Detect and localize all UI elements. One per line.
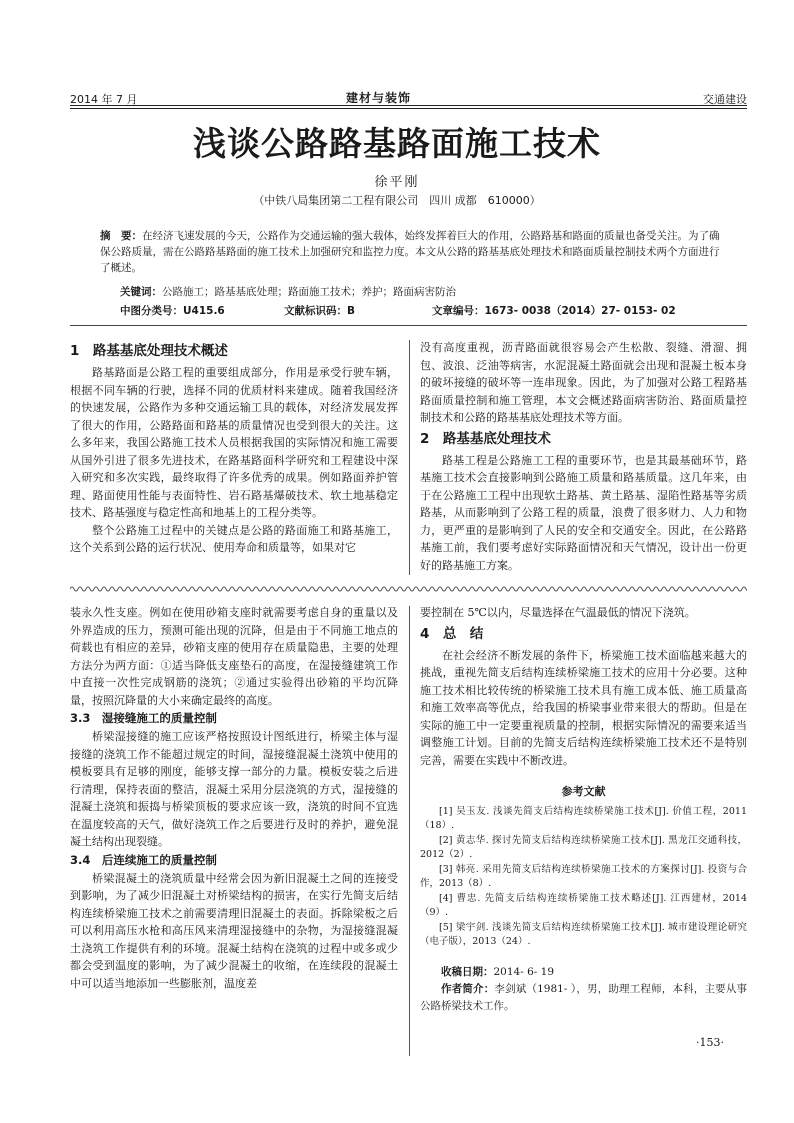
section-1-paragraph-2: 整个公路施工过程中的关键点是公路的路面施工和路基施工，这个关系到公路的运行状况、使用寿命和质量等，如果对它	[70, 523, 398, 554]
section-3-paragraph-0: 装永久性支座。例如在使用砂箱支座时就需要考虑自身的重量以及外界造成的压力，预测可能出现的沉降，但是由于不同施工地点的荷载也有相应的差异，砂箱支座的使用存在质量隐患，主要的处理方法分为两方面：①适当降低支座垫石的高度，在湿接缝建筑工作中直接一次性完成钢筋的浇筑；②通过实验得出砂箱的平均沉降量，按照沉降量的大小来确定最终的高度。	[70, 606, 398, 707]
bio-label: 作者简介：	[441, 982, 495, 995]
section-2-heading: 2 路基基底处理技术	[420, 430, 551, 447]
abstract	[100, 228, 720, 276]
page-number: ·153·	[696, 1036, 724, 1049]
upper-right-column	[420, 339, 747, 574]
lower-left-column	[70, 604, 398, 992]
abstract-label: 摘 要：	[100, 230, 142, 242]
keywords	[120, 284, 720, 300]
reference-item: [3] 韩亮. 采用先简支后结构连续桥梁施工技术的方案探讨[J]. 投资与合作，2013（8）.	[420, 863, 747, 889]
header-date: 2014 年 7 月	[70, 93, 138, 106]
journal-name: 建材与装饰	[346, 91, 412, 105]
article-number: 文章编号：1673- 0038（2014）27- 0153- 02	[432, 305, 676, 317]
author-affiliation: （中铁八局集团第二工程有限公司 四川 成都 610000）	[253, 194, 541, 207]
article-author: 徐平刚	[374, 175, 420, 190]
keywords-text: 公路施工；路基基底处理；路面施工技术；养护；路面病害防治	[162, 286, 456, 298]
reference-item: [2] 黄志华. 探讨先简支后结构连续桥梁施工技术[J]. 黑龙江交通科技，2012（2）.	[420, 834, 747, 860]
wavy-separator	[70, 584, 747, 594]
article-title: 浅谈公路路基路面施工技术	[193, 124, 601, 163]
section-3-4-continuation: 要控制在 5℃以内，尽量选择在气温最低的情况下浇筑。	[420, 606, 696, 619]
section-3-3-heading: 3.3 湿接缝施工的质量控制	[70, 711, 217, 725]
clc-number: 中图分类号：U415.6	[120, 305, 225, 317]
abstract-text: 在经济飞速发展的今天，公路作为交通运输的强大载体，始终发挥着巨大的作用，公路路基和路面的质量也备受关注。为了确保公路质量，需在公路路基路面的施工技术上加强研究和监控力度。本文从公路的路基基底处理技术和路面质量控制技术两个方面进行了概述。	[100, 230, 720, 274]
upper-left-column	[70, 339, 398, 557]
received-label: 收稿日期：	[441, 965, 494, 978]
document-code: 文献标识码：B	[284, 305, 356, 317]
column-divider-lower	[409, 606, 410, 1056]
header-section: 交通建设	[703, 93, 747, 106]
reference-item: [4] 曹忠. 先简支后结构连续桥梁施工技术略述[J]. 江西建材，2014（9）.	[420, 892, 747, 918]
received-date	[420, 964, 747, 981]
section-4-paragraph: 在社会经济不断发展的条件下，桥梁施工技术面临越来越大的挑战，重视先简支后结构连续桥梁施工技术的应用十分必要。这种施工技术相比较传统的桥梁施工技术具有施工成本低、施工质量高和施工效率高等优点，给我国的桥梁事业带来很大的帮助。但是在实际的施工中一定要重视质量的控制，根据实际情况的需要来适当调整施工计划。目前的先简支后结构连续桥梁施工技术还不是特别完善，需要在实践中不断改进。	[420, 648, 747, 767]
section-3-4-paragraph: 桥梁混凝土的浇筑质量中经常会因为新旧混凝土之间的连接受到影响，为了减少旧混凝土对桥梁结构的损害，在实行先简支后结构连续桥梁施工技术之前需要清理旧混凝土的表面。拆除梁板之后可以利用高压水枪和高压风来清理湿接缝中的杂物，为湿接缝混凝土浇筑工作提供有利的环境。混凝土结构在浇筑的过程中或多或少都会受到温度的影响，为了减少混凝土的收缩，在连续段的混凝土中可以适当地添加一些膨胀剂，温度差	[70, 871, 398, 990]
section-1-paragraph-3: 没有高度重视，沥青路面就很容易会产生松散、裂缝、滑溜、拥包、波浪、泛油等病害，水泥混凝土路面就会出现和混凝土板本身的破坏接缝的破坏等一连串现象。因此，为了加强对公路工程路基路面质量控制和施工管理，本文会概述路面病害防治、路面质量控制技术和公路的路基基底处理技术等方面。	[420, 341, 747, 424]
received-value: 2014- 6- 19	[493, 965, 555, 978]
reference-item: [1] 吴玉友. 浅谈先简支后结构连续桥梁施工技术[J]. 价值工程，2011（18）.	[420, 805, 747, 831]
abstract-separator	[70, 325, 747, 326]
bio-value: 李剑斌（1981- ），男，助理工程师，本科，主要从事公路桥梁技术工作。	[420, 982, 748, 1012]
section-3-3-paragraph: 桥梁湿接缝的施工应该严格按照设计图纸进行，桥梁主体与湿接缝的浇筑工作不能超过规定的时间，湿接缝混凝土浇筑中使用的模板要具有足够的刚度，能够支撑一部分的力量。模板安装之后进行清理，保持表面的整洁，混凝土采用分层浇筑的方式，湿接缝的混凝土浇筑和振捣与桥梁顶板的要求应该一致，浇筑的时间不宜选在温度较高的天气，做好浇筑工作之后要进行及时的养护，避免混凝土结构出现裂缝。	[70, 730, 398, 848]
section-1-heading: 1 路基基底处理技术概述	[70, 343, 228, 359]
section-3-4-heading: 3.4 后连续施工的质量控制	[70, 852, 217, 867]
section-4-heading: 4 总 结	[420, 625, 484, 642]
header-rule-thick	[70, 105, 747, 106]
section-1-paragraph-1: 路基路面是公路工程的重要组成部分，作用是承受行驶车辆，根据不同车辆的行驶，选择不同的优质材料来建成。随着我国经济的快速发展，公路作为多种交通运输工具的载体，对经济发展发挥了很大的作用，公路路面和路基的质量情况也受到很大的关注。这么多年来，我国公路施工技术人员根据我国的实际情况和施工需要从国外引进了很多先进技术，在路基路面科学研究和工程建设中深入研究和多次实践，最终取得了许多优秀的成果。例如路面养护管理、路面使用性能与表面特性、岩石路基爆破技术、软土地基稳定技术、路基强度与稳定性高和地基上的工程分类等。	[70, 366, 398, 519]
column-divider-upper	[409, 340, 410, 575]
keywords-label: 关键词：	[120, 286, 162, 298]
author-bio	[420, 981, 747, 1015]
references-title: 参考文献	[561, 785, 606, 798]
lower-right-column	[420, 604, 747, 1015]
header-rule-thin	[70, 108, 747, 109]
reference-item: [5] 梁宇剑. 浅谈先简支后结构连续桥梁施工技术[J]. 城市建设理论研究（电子版），2013（24）.	[420, 921, 747, 947]
section-2-paragraph: 路基工程是公路施工工程的重要环节，也是其最基础环节，路基施工技术会直接影响到公路施工质量和路基质量。这几年来，由于在公路施工工程中出现软土路基、黄土路基、湿陷性路基等劣质路基，从而影响到了公路工程的质量，浪费了很多财力、人力和物力，更严重的是影响到了人民的安全和交通安全。因此，在公路路基施工前，我们要考虑好实际路面情况和天气情况，设计出一份更好的路基施工方案。	[420, 453, 747, 572]
